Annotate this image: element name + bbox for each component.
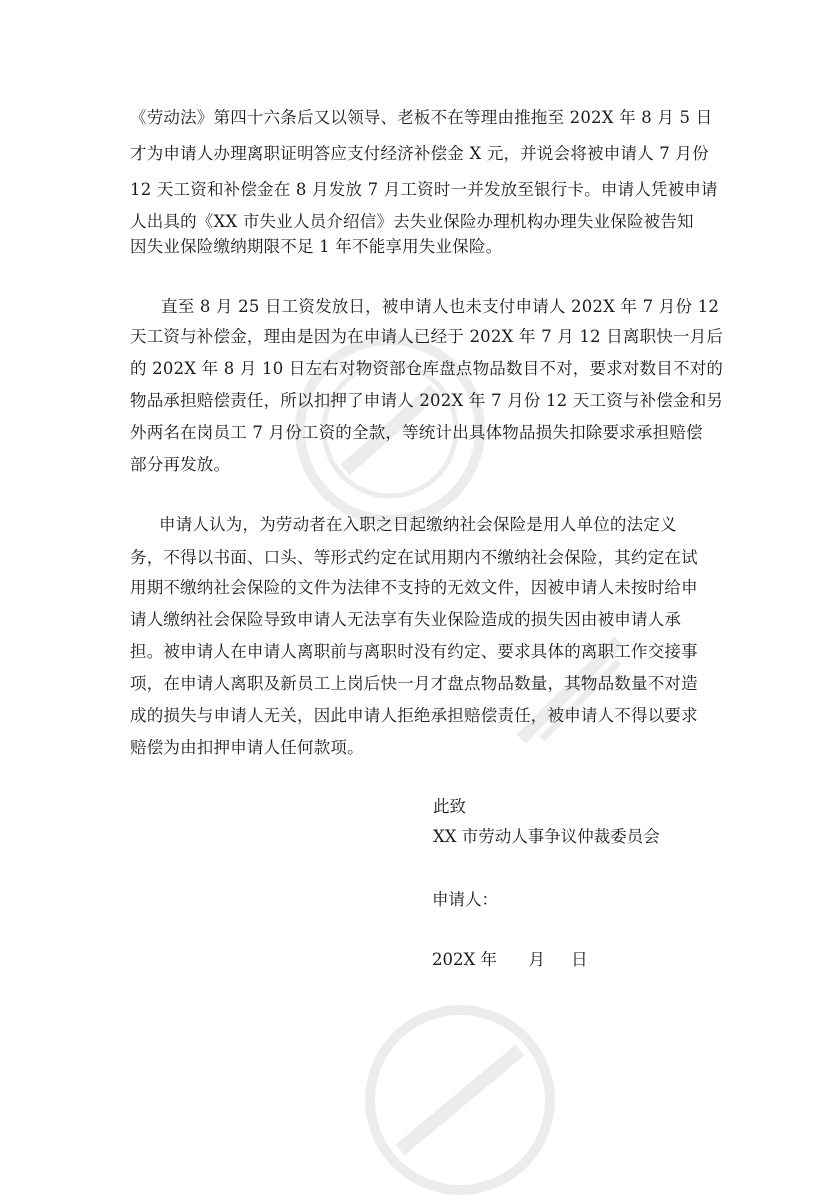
paragraph-3-line: 项，在申请人离职及新员工上岗后快一月才盘点物品数量，其物品数量不对造 bbox=[130, 674, 698, 693]
watermark-seal-icon bbox=[360, 1000, 560, 1200]
paragraph-3-line: 成的损失与申请人无关，因此申请人拒绝承担赔偿责任，被申请人不得以要求 bbox=[130, 706, 698, 725]
paragraph-1-line: 人出具的《XX 市失业人员介绍信》去失业保险办理机构办理失业保险被告知 bbox=[130, 212, 694, 231]
paragraph-1-line: 《劳动法》第四十六条后又以领导、老板不在等理由推拖至 202X 年 8 月 5 日 bbox=[130, 108, 713, 127]
applicant-signature-label: 申请人： bbox=[432, 890, 498, 909]
closing-recipient: XX 市劳动人事争议仲裁委员会 bbox=[433, 827, 660, 846]
paragraph-2-line: 物品承担赔偿责任，所以扣押了申请人 202X 年 7 月份 12 天工资与补偿金和另 bbox=[130, 391, 724, 410]
paragraph-3-line: 赔偿为由扣押申请人任何款项。 bbox=[130, 738, 364, 757]
paragraph-1-line: 因失业保险缴纳期限不足 1 年不能享用失业保险。 bbox=[130, 237, 503, 256]
paragraph-2-line: 部分再发放。 bbox=[130, 455, 231, 474]
paragraph-1-line: 才为申请人办理离职证明答应支付经济补偿金 X 元，并说会将被申请人 7 月份 bbox=[130, 144, 709, 163]
paragraph-2-line: 外两名在岗员工 7 月份工资的全款，等统计出具体物品损失扣除要求承担赔偿 bbox=[130, 423, 703, 442]
closing-salutation: 此致 bbox=[433, 797, 466, 816]
paragraph-3-line: 申请人认为，为劳动者在入职之日起缴纳社会保险是用人单位的法定义 bbox=[159, 515, 677, 534]
paragraph-2-line: 直至 8 月 25 日工资发放日，被申请人也未支付申请人 202X 年 7 月份 12 bbox=[161, 297, 720, 316]
paragraph-1-line: 12 天工资和补偿金在 8 月发放 7 月工资时一并发放至银行卡。申请人凭被申请 bbox=[130, 180, 718, 199]
paragraph-2-line: 的 202X 年 8 月 10 日左右对物资部仓库盘点物品数目不对，要求对数目不对的 bbox=[130, 359, 724, 378]
date-line: 202X 年 月 日 bbox=[432, 950, 588, 969]
paragraph-3-line: 请人缴纳社会保险导致申请人无法享有失业保险造成的损失因由被申请人承 bbox=[130, 610, 682, 629]
paragraph-3-line: 务，不得以书面、口头、等形式约定在试用期内不缴纳社会保险，其约定在试 bbox=[130, 548, 698, 567]
paragraph-2-line: 天工资与补偿金，理由是因为在申请人已经于 202X 年 7 月 12 日离职快一月后 bbox=[130, 327, 724, 346]
paragraph-3-line: 用期不缴纳社会保险的文件为法律不支持的无效文件，因被申请人未按时给申 bbox=[130, 578, 698, 597]
paragraph-3-line: 担。被申请人在申请人离职前与离职时没有约定、要求具体的离职工作交接事 bbox=[130, 642, 698, 661]
